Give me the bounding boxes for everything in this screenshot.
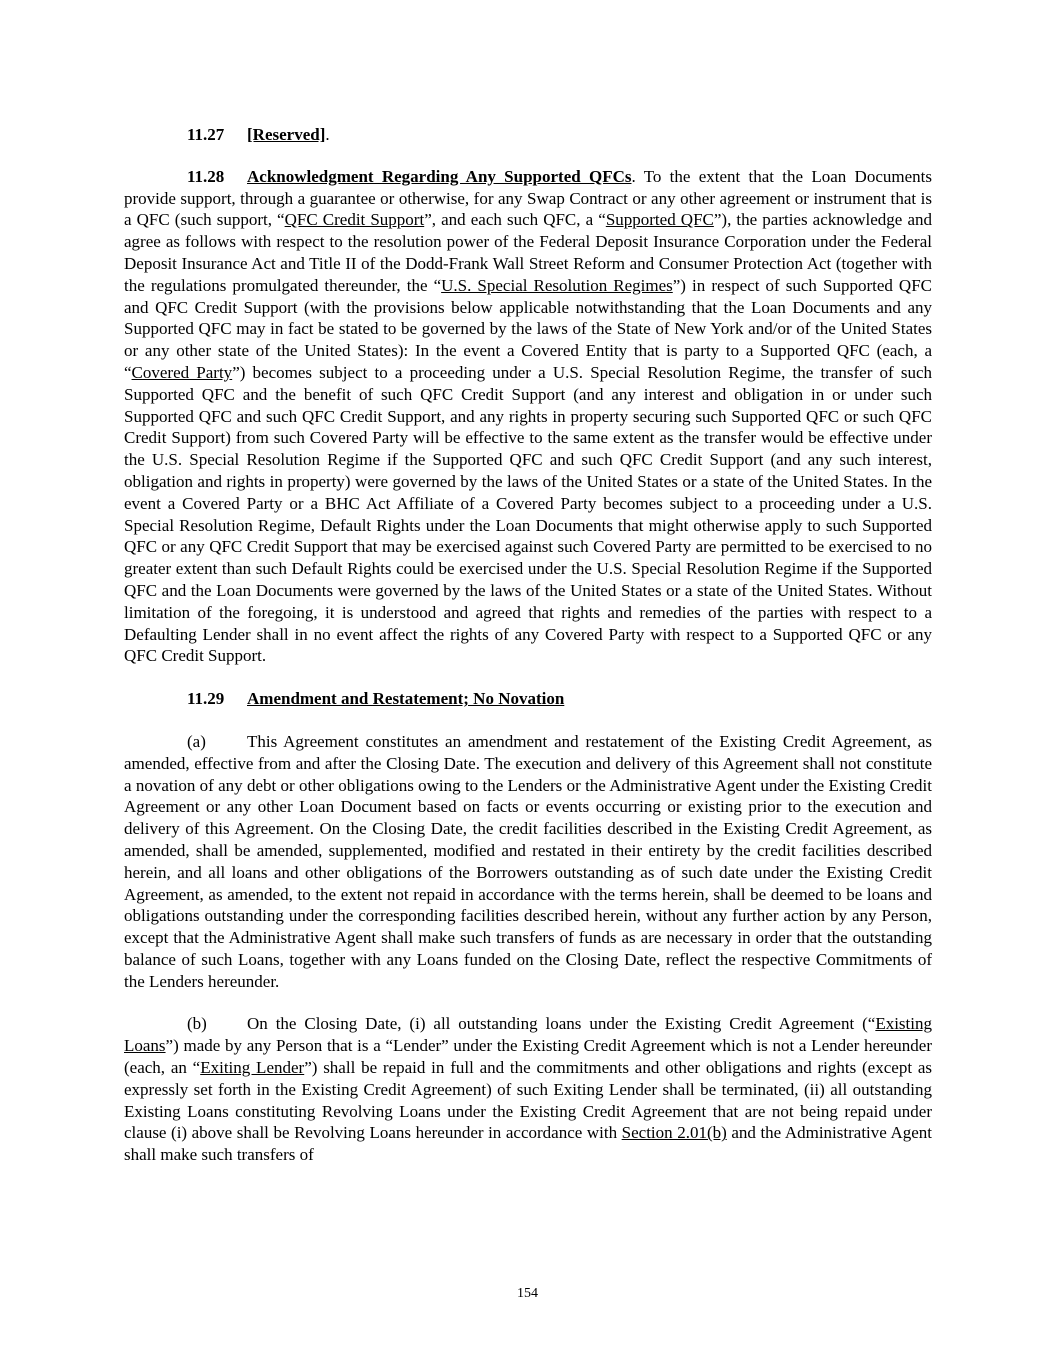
section-title: [Reserved] — [247, 125, 326, 144]
section-number: 11.29 — [187, 689, 225, 709]
body-text: and the Administrative Agent shall make such transfers of — [124, 1123, 932, 1165]
body-text: ”) becomes subject to a proceeding under a U.S. Special Resolution Regime, the transfer of such Supported QFC and the benefit of such QFC Credit Support (and any interest and obligation in or under such Supported QFC and such QFC Credit Support, and any rights in property securing such Supported QFC or such QFC Credit Support) from such Covered Party will be effective to the same extent as the transfer would be effective under the U.S. Special Resolution Regime if the Supported QFC and such QFC Credit Support (and any such interest, obligation and rights in property) were governed by the laws of the United States or a state of the United States. In the event a Covered Party or a BHC Act Affiliate of a Covered Party becomes subject to a proceeding under a U.S. Special Resolution Regime, Default Rights under the Loan Documents that might otherwise apply to such Supported QFC or any QFC Credit Support that may be exercised against such Covered Party are permitted to be exercised to no greater extent than such Default Rights could be exercised under the U.S. Special Resolution Regime if the Supported QFC and the Loan Documents were governed by the laws of the United States or a state of the United States. Without limitation of the foregoing, it is understood and agreed that rights and remedies of the parties with respect to a Defaulting Lender shall in no event affect the rights of any Covered Party with respect to a Supported QFC or any QFC Credit Support. — [124, 362, 932, 666]
defined-term: QFC Credit Support — [284, 210, 425, 230]
defined-term: Exiting Lender — [200, 1058, 305, 1078]
section-11-28-paragraph — [124, 166, 932, 667]
section-11-27-heading — [124, 124, 932, 146]
defined-term: Covered Party — [131, 362, 233, 382]
defined-term: Supported QFC — [605, 210, 714, 230]
section-number: 11.28 — [187, 166, 225, 186]
section-title: Acknowledgment Regarding Any Supported QFCs — [247, 166, 632, 186]
subsection-b-paragraph — [124, 1013, 932, 1166]
body-text: ”) in respect of such Supported QFC and QFC Credit Support (with the provisions below applicable notwithstanding that the Loan Documents and any Supported QFC may in fact be stated to be governed by the laws of the State of New York and/or of the United States or any other state of the United States): In the event a Covered Entity that is party to a Supported QFC (each, a “ — [124, 275, 933, 382]
body-text: ”) made by any Person that is a “Lender” under the Existing Credit Agreement which is not a Lender hereunder (each, an “ — [124, 1036, 932, 1078]
subsection-label: (b) — [187, 1014, 207, 1034]
section-number: 11.27 — [187, 125, 225, 144]
document-page — [124, 124, 932, 1187]
body-text: ”) shall be repaid in full and the commitments and other obligations and rights (except as expressly set forth in the Existing Credit Agreement) of such Exiting Lender shall be terminated, (ii) all outstanding Existing Loans constituting Revolving Loans under the Existing Credit Agreement that are not being repaid under clause (i) above shall be Revolving Loans hereunder in accordance with — [124, 1058, 932, 1143]
defined-term: U.S. Special Resolution Regimes — [441, 275, 673, 295]
section-11-29-heading — [124, 688, 932, 710]
body-text: ”), the parties acknowledge and agree as follows with respect to the resolution power of the Federal Deposit Insurance Corporation under the Federal Deposit Insurance Act and Title II of the Dodd-Frank Wall Street Reform and Consumer Protection Act (together with the regulations promulgated thereunder, the “ — [124, 210, 932, 295]
page-number: 154 — [517, 1286, 538, 1301]
subsection-label: (a) — [187, 731, 206, 751]
body-text: . To the extent that the Loan Documents provide support, through a guarantee or otherwise, for any Swap Contract or any other agreement or instrument that is a QFC (such support, “ — [124, 166, 932, 230]
body-text: This Agreement constitutes an amendment and restatement of the Existing Credit Agreement, as amended, effective from and after the Closing Date. The execution and delivery of this Agreement shall not constitute a novation of any debt or other obligations owing to the Lenders or the Administrative Agent under the Existing Credit Agreement or any other Loan Document based on facts or events occurring or existing prior to the execution and delivery of this Agreement. On the Closing Date, the credit facilities described in the Existing Credit Agreement, as amended, shall be amended, supplemented, modified and restated in their entirety by the credit facilities described herein, and all loans and other obligations of the Borrowers outstanding as of such date under the Existing Credit Agreement, as amended, to the extent not repaid in accordance with the terms herein, shall be deemed to be loans and obligations outstanding under the corresponding facilities described herein, without any further action by any Person, except that the Administrative Agent shall make such transfers of funds as are necessary in order that the outstanding balance of such Loans, together with any Loans funded on the Closing Date, reflect the respective Commitments of the Lenders hereunder. — [124, 731, 932, 991]
section-title: Amendment and Restatement; No Novation — [247, 689, 565, 709]
subsection-a-paragraph — [124, 731, 932, 993]
body-text: ”, and each such QFC, a “ — [424, 210, 606, 230]
defined-term: Existing Loans — [124, 1014, 932, 1056]
body-text: On the Closing Date, (i) all outstanding loans under the Existing Credit Agreement (“ — [247, 1014, 876, 1034]
section-title-trail: . — [325, 125, 330, 144]
cross-reference: Section 2.01(b) — [621, 1123, 727, 1143]
